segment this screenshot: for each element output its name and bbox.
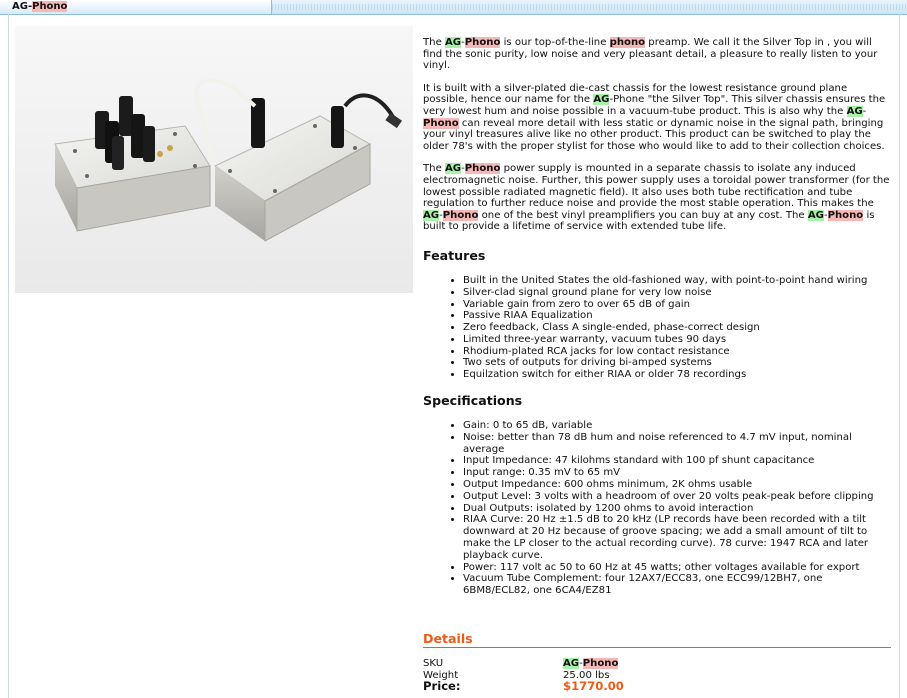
highlight-ag: AG <box>807 209 824 221</box>
highlight-ag: AG <box>444 163 462 175</box>
list-item: • Vacuum Tube Complement: four 12AX7/ECC83, one ECC99/12BH7, one 6BM8/ECL82, one 6CA4/EZ81 <box>463 573 891 597</box>
paragraph-text: power supply is mounted in a separate chassis to isolate any induced electromagnetic noise. Further, this power supply uses a toroidal power transformer (for the lowest possible radiated magnetic field). It also uses both tube rectification and tube regulation to further reduce noise and provide the most stable operation. This makes the <box>423 163 890 210</box>
paragraph-text: - <box>461 163 465 175</box>
intro-paragraph-3 <box>423 163 891 233</box>
tab-title-phono: Phono <box>32 1 68 12</box>
list-item: • Two sets of outputs for driving bi-amped systems <box>463 357 891 369</box>
product-description <box>423 37 891 597</box>
list-item: • Limited three-year warranty, vacuum tubes 90 days <box>463 334 891 346</box>
highlight-ag: AG <box>846 105 863 117</box>
highlight-phono: Phono <box>423 117 459 129</box>
paragraph-text: -Phone "the Silver Top". This silver chassis ensures the very lowest hum and noise possible in a vacuum-tube product. This is also why the <box>423 94 886 117</box>
paragraph-text: The <box>423 37 445 48</box>
section-tab-bar <box>0 0 907 15</box>
list-item: • Input Impedance: 47 kilohms standard with 100 pf shunt capacitance <box>463 455 891 467</box>
specifications-heading: Specifications <box>423 393 523 409</box>
paragraph-text: is our top-of-the-line <box>500 37 610 48</box>
list-item: • Output Impedance: 600 ohms minimum, 2K ohms usable <box>463 479 891 491</box>
list-item: • RIAA Curve: 20 Hz ±1.5 dB to 20 kHz (LP records have been recorded with a tilt downward at 20 Hz because of groove spacing; we add a small amount of tilt to make the LP closer to the actual recording curve). 78 curve: 1947 RCA and later playback curve. <box>463 514 891 561</box>
highlight-ag: AG <box>593 94 610 106</box>
sku-value-phono: Phono <box>582 658 619 669</box>
weight-value: 25.00 lbs <box>563 669 610 681</box>
details-heading: Details <box>423 631 891 648</box>
paragraph-text: one of the best vinyl preamplifiers you can buy at any cost. The <box>478 209 808 221</box>
highlight-ag: AG <box>444 37 462 48</box>
highlight-phono: Phono <box>827 209 864 221</box>
paragraph-text: is built to provide a lifetime of service with extended tube life. <box>423 209 875 233</box>
price-label: Price: <box>423 679 461 693</box>
section-tab <box>0 0 272 14</box>
product-photo <box>15 26 413 293</box>
sku-label: SKU <box>423 658 444 669</box>
highlight-phono: Phono <box>442 209 479 221</box>
list-item: • Dual Outputs: isolated by 1200 ohms to avoid interaction <box>463 503 891 515</box>
list-item: • Gain: 0 to 65 dB, variable <box>463 420 891 432</box>
paragraph-text: can reveal more detail with less static or dynamic noise in the signal path, bringing your vinyl treasures alive like no other product. This product can be switched to play the older 78's with the proper stylist for those who would like to add to their collection choices. <box>423 117 885 152</box>
list-item: • Equilzation switch for either RIAA or older 78 recordings <box>463 369 891 381</box>
weight-label: Weight <box>423 669 459 681</box>
tab-bar-stripe <box>272 4 907 10</box>
tab-title-ag: AG- <box>12 1 33 12</box>
highlight-ag: AG <box>423 209 440 221</box>
highlight-phono: phono <box>609 37 646 48</box>
highlight-phono: Phono <box>464 37 501 48</box>
paragraph-text: - <box>461 37 465 48</box>
paragraph-text: - <box>439 209 443 221</box>
list-item: • Built in the United States the old-fashioned way, with point-to-point hand wiring <box>463 275 891 287</box>
list-item: • Output Level: 3 volts with a headroom of over 20 volts peak-peak before clipping <box>463 491 891 503</box>
list-item: • Rhodium-plated RCA jacks for low contact resistance <box>463 346 891 358</box>
sku-value <box>563 658 618 670</box>
sku-value-dash: - <box>579 658 583 669</box>
paragraph-text: - <box>823 209 828 221</box>
paragraph-text: preamp. We call it the Silver Top in , you will find the sonic purity, low noise and very pleasant detail, a pleasure to really listen to your vinyl. <box>423 37 878 72</box>
list-item: • Power: 117 volt ac 50 to 60 Hz at 45 watts; other voltages available for export <box>463 562 891 574</box>
list-item: • Noise: better than 78 dB hum and noise referenced to 4.7 mV input, nominal average <box>463 432 891 456</box>
price-value: $1770.00 <box>563 679 624 693</box>
list-item: • Passive RIAA Equalization <box>463 310 891 322</box>
intro-paragraph-1 <box>423 37 891 72</box>
list-item: • Zero feedback, Class A single-ended, phase-correct design <box>463 322 891 334</box>
list-item: • Variable gain from zero to over 65 dB of gain <box>463 299 891 311</box>
features-list <box>423 275 891 381</box>
list-item: • Silver-clad signal ground plane for very low noise <box>463 287 891 299</box>
intro-paragraph-2 <box>423 83 891 153</box>
list-item: • Input range: 0.35 mV to 65 mV <box>463 467 891 479</box>
features-heading: Features <box>423 247 486 263</box>
specifications-list <box>423 420 891 597</box>
highlight-phono: Phono <box>464 163 501 175</box>
sku-value-ag: AG <box>563 658 580 669</box>
paragraph-text: - <box>862 105 867 117</box>
paragraph-text: The <box>423 163 445 175</box>
paragraph-text: It is built with a silver-plated die-cast chassis for the lowest resistance ground plane possible, hence our name for the <box>423 82 848 106</box>
product-photo-graphic <box>15 26 413 293</box>
